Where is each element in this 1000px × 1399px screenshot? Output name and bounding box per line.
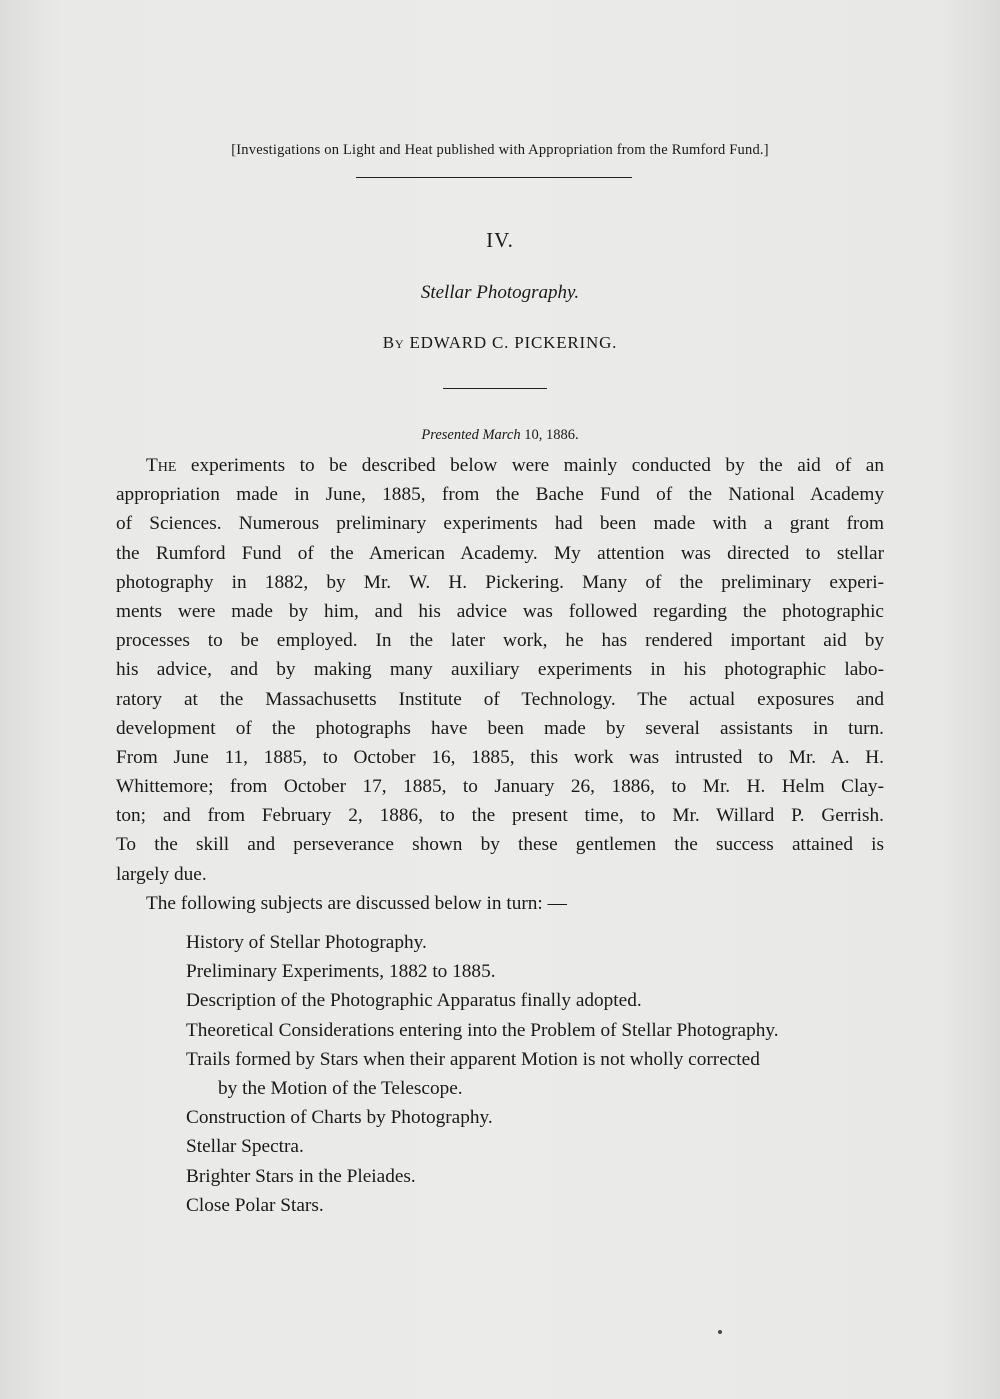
byline-by: By [382,333,405,352]
author-name: EDWARD C. PICKERING. [409,333,618,352]
paragraph-line: ton; and from February 2, 1886, to the present time, to Mr. Willard P. Gerrish. [116,805,884,827]
paragraph-line: largely due. [116,863,207,885]
header-note: [Investigations on Light and Heat published with Appropriation from the Rumford Fund.] [231,142,769,158]
list-item: Theoretical Considerations entering into the Problem of Stellar Photography. [186,1019,779,1041]
paragraph-line: photography in 1882, by Mr. W. H. Pickering. Many of the preliminary experi- [116,571,884,593]
paragraph-2: The following subjects are discussed below in turn: — [146,892,567,914]
subjects-list [186,928,779,1220]
body-text [116,451,884,918]
list-item: Close Polar Stars. [186,1194,324,1216]
list-item: Trails formed by Stars when their apparent Motion is not wholly corrected [186,1048,760,1070]
list-item: Construction of Charts by Photography. [186,1107,493,1129]
paragraph-line: his advice, and by making many auxiliary experiments in his photographic labo- [116,659,884,681]
paragraph-line: Whittemore; from October 17, 1885, to January 26, 1886, to Mr. H. Helm Clay- [116,776,884,798]
paragraph-line-text: experiments to be described below were mainly conducted by the aid of an [176,455,884,476]
list-item-continuation: by the Motion of the Telescope. [218,1078,463,1100]
print-speck [718,1330,722,1334]
presented-day-year: 10, 1886. [524,427,579,443]
paragraph-line: ments were made by him, and his advice was followed regarding the photographic [116,600,884,622]
paper-title: Stellar Photography. [420,282,580,303]
paragraph-line: appropriation made in June, 1885, from the Bache Fund of the National Academy [116,484,884,506]
presented-month: March [482,427,521,443]
list-item: Description of the Photographic Apparatus finally adopted. [186,990,642,1012]
header-rule [356,177,632,178]
paragraph-line: ratory at the Massachusetts Institute of Technology. The actual exposures and [116,688,884,710]
title-rule [443,388,547,389]
lead-word: The [146,455,177,476]
paragraph-line: To the skill and perseverance shown by these gentlemen the success attained is [116,834,884,856]
section-numeral: IV. [486,228,514,252]
list-item: Brighter Stars in the Pleiades. [186,1165,416,1187]
list-item: History of Stellar Photography. [186,932,427,953]
paragraph-line: the Rumford Fund of the American Academy. My attention was directed to stellar [116,542,884,564]
presented-word: Presented [421,427,479,443]
paragraph-line: From June 11, 1885, to October 16, 1885, this work was intrusted to Mr. A. H. [116,746,884,768]
list-item: Stellar Spectra. [186,1136,304,1158]
paragraph-line [116,451,884,480]
list-item: Preliminary Experiments, 1882 to 1885. [186,961,496,983]
paragraph-line: development of the photographs have been made by several assistants in turn. [116,717,884,739]
paragraph-line: of Sciences. Numerous preliminary experiments had been made with a grant from [116,513,884,535]
presented-date [0,427,1000,444]
byline [0,333,1000,353]
paragraph-line: processes to be employed. In the later work, he has rendered important aid by [116,630,884,652]
